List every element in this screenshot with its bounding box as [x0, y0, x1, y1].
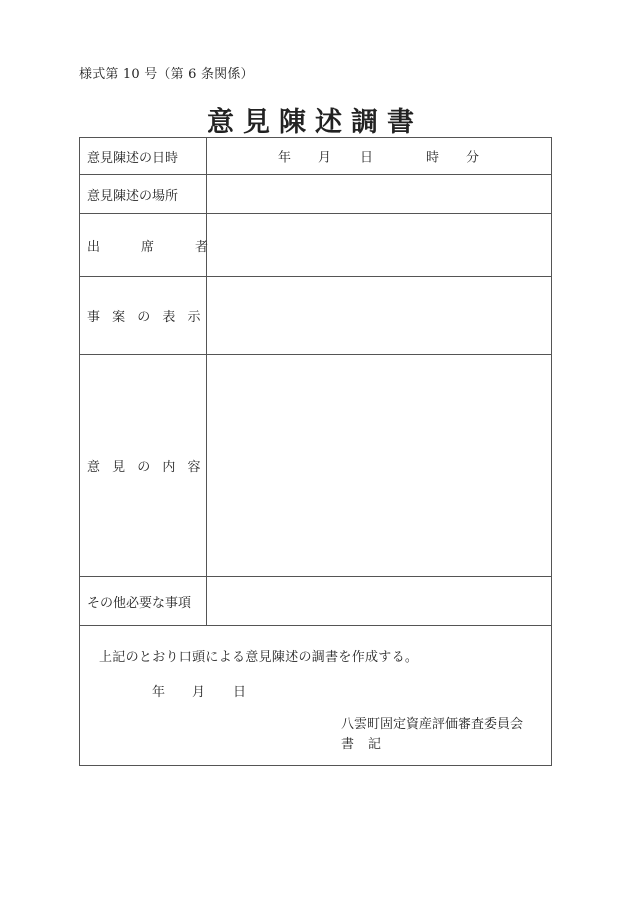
label-case: 事 案 の 表 示	[80, 277, 207, 355]
datetime-month: 月	[318, 150, 332, 166]
datetime-year: 年	[278, 150, 292, 166]
case-field[interactable]	[207, 277, 552, 355]
form-number: 様式第 10 号（第 6 条関係）	[79, 67, 254, 82]
row-case	[80, 277, 552, 355]
row-place	[80, 175, 552, 214]
label-attendees: 出 席 者	[80, 214, 207, 277]
place-field[interactable]	[207, 175, 552, 214]
row-other	[80, 577, 552, 626]
datetime-minute: 分	[466, 150, 480, 166]
footer-year: 年	[152, 685, 166, 700]
clerk-label: 書記	[341, 737, 396, 752]
footer-statement: 上記のとおり口頭による意見陳述の調書を作成する。	[99, 650, 419, 665]
datetime-hour: 時	[426, 150, 440, 166]
datetime-day: 日	[360, 150, 374, 166]
label-opinion: 意 見 の 内 容	[80, 355, 207, 577]
row-datetime	[80, 138, 552, 175]
row-opinion	[80, 355, 552, 577]
label-datetime: 意見陳述の日時	[80, 138, 207, 175]
attendees-field[interactable]	[207, 214, 552, 277]
label-other: その他必要な事項	[80, 577, 207, 626]
row-footer	[80, 626, 552, 766]
datetime-field[interactable]	[207, 138, 552, 175]
other-field[interactable]	[207, 577, 552, 626]
footer-day: 日	[233, 685, 247, 700]
opinion-field[interactable]	[207, 355, 552, 577]
committee-name: 八雲町固定資産評価審査委員会	[341, 717, 524, 732]
label-place: 意見陳述の場所	[80, 175, 207, 214]
footer-cell	[80, 626, 552, 766]
page-title: 意見陳述調書	[207, 107, 423, 138]
row-attendees	[80, 214, 552, 277]
hearing-record-table	[79, 137, 552, 766]
footer-month: 月	[192, 685, 206, 700]
